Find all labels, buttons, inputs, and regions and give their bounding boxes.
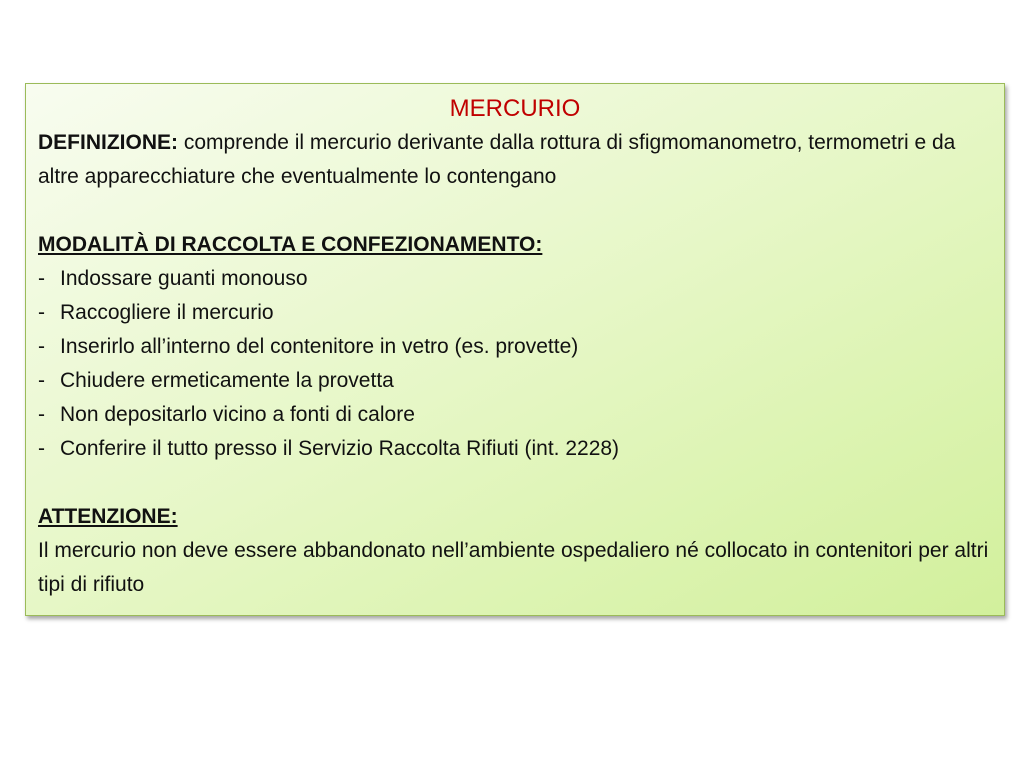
list-item [38, 364, 992, 398]
list-item [38, 296, 992, 330]
attenzione-text: Il mercurio non deve essere abbandonato nell’ambiente ospedaliero né collocato in contenitori per altri tipi di rifiuto [38, 539, 989, 596]
list-marker: - [38, 335, 45, 358]
spacer [38, 466, 992, 500]
list-marker: - [38, 301, 45, 324]
list-marker: - [38, 267, 45, 290]
list-item-text: Raccogliere il mercurio [60, 301, 274, 324]
definition-paragraph [38, 126, 992, 194]
modalita-heading: MODALITÀ DI RACCOLTA E CONFEZIONAMENTO: [38, 233, 543, 256]
list-item [38, 432, 992, 466]
modalita-list [38, 262, 992, 466]
definition-text: comprende il mercurio derivante dalla rottura di sfigmomanometro, termometri e da altre apparecchiature che eventualmente lo contengano [38, 131, 956, 188]
list-item-text: Conferire il tutto presso il Servizio Raccolta Rifiuti (int. 2228) [60, 437, 620, 460]
list-item [38, 262, 992, 296]
list-item-text: Non depositarlo vicino a fonti di calore [60, 403, 415, 426]
list-marker: - [38, 369, 45, 392]
info-card [25, 83, 1005, 616]
definition-label: DEFINIZIONE: [38, 131, 178, 154]
spacer [38, 194, 992, 228]
list-marker: - [38, 403, 45, 426]
list-item-text: Inserirlo all’interno del contenitore in vetro (es. provette) [60, 335, 579, 358]
list-item [38, 398, 992, 432]
list-marker: - [38, 437, 45, 460]
attenzione-heading: ATTENZIONE: [38, 505, 178, 528]
list-item-text: Indossare guanti monouso [60, 267, 308, 290]
list-item-text: Chiudere ermeticamente la provetta [60, 369, 394, 392]
card-title: MERCURIO [449, 95, 581, 122]
list-item [38, 330, 992, 364]
